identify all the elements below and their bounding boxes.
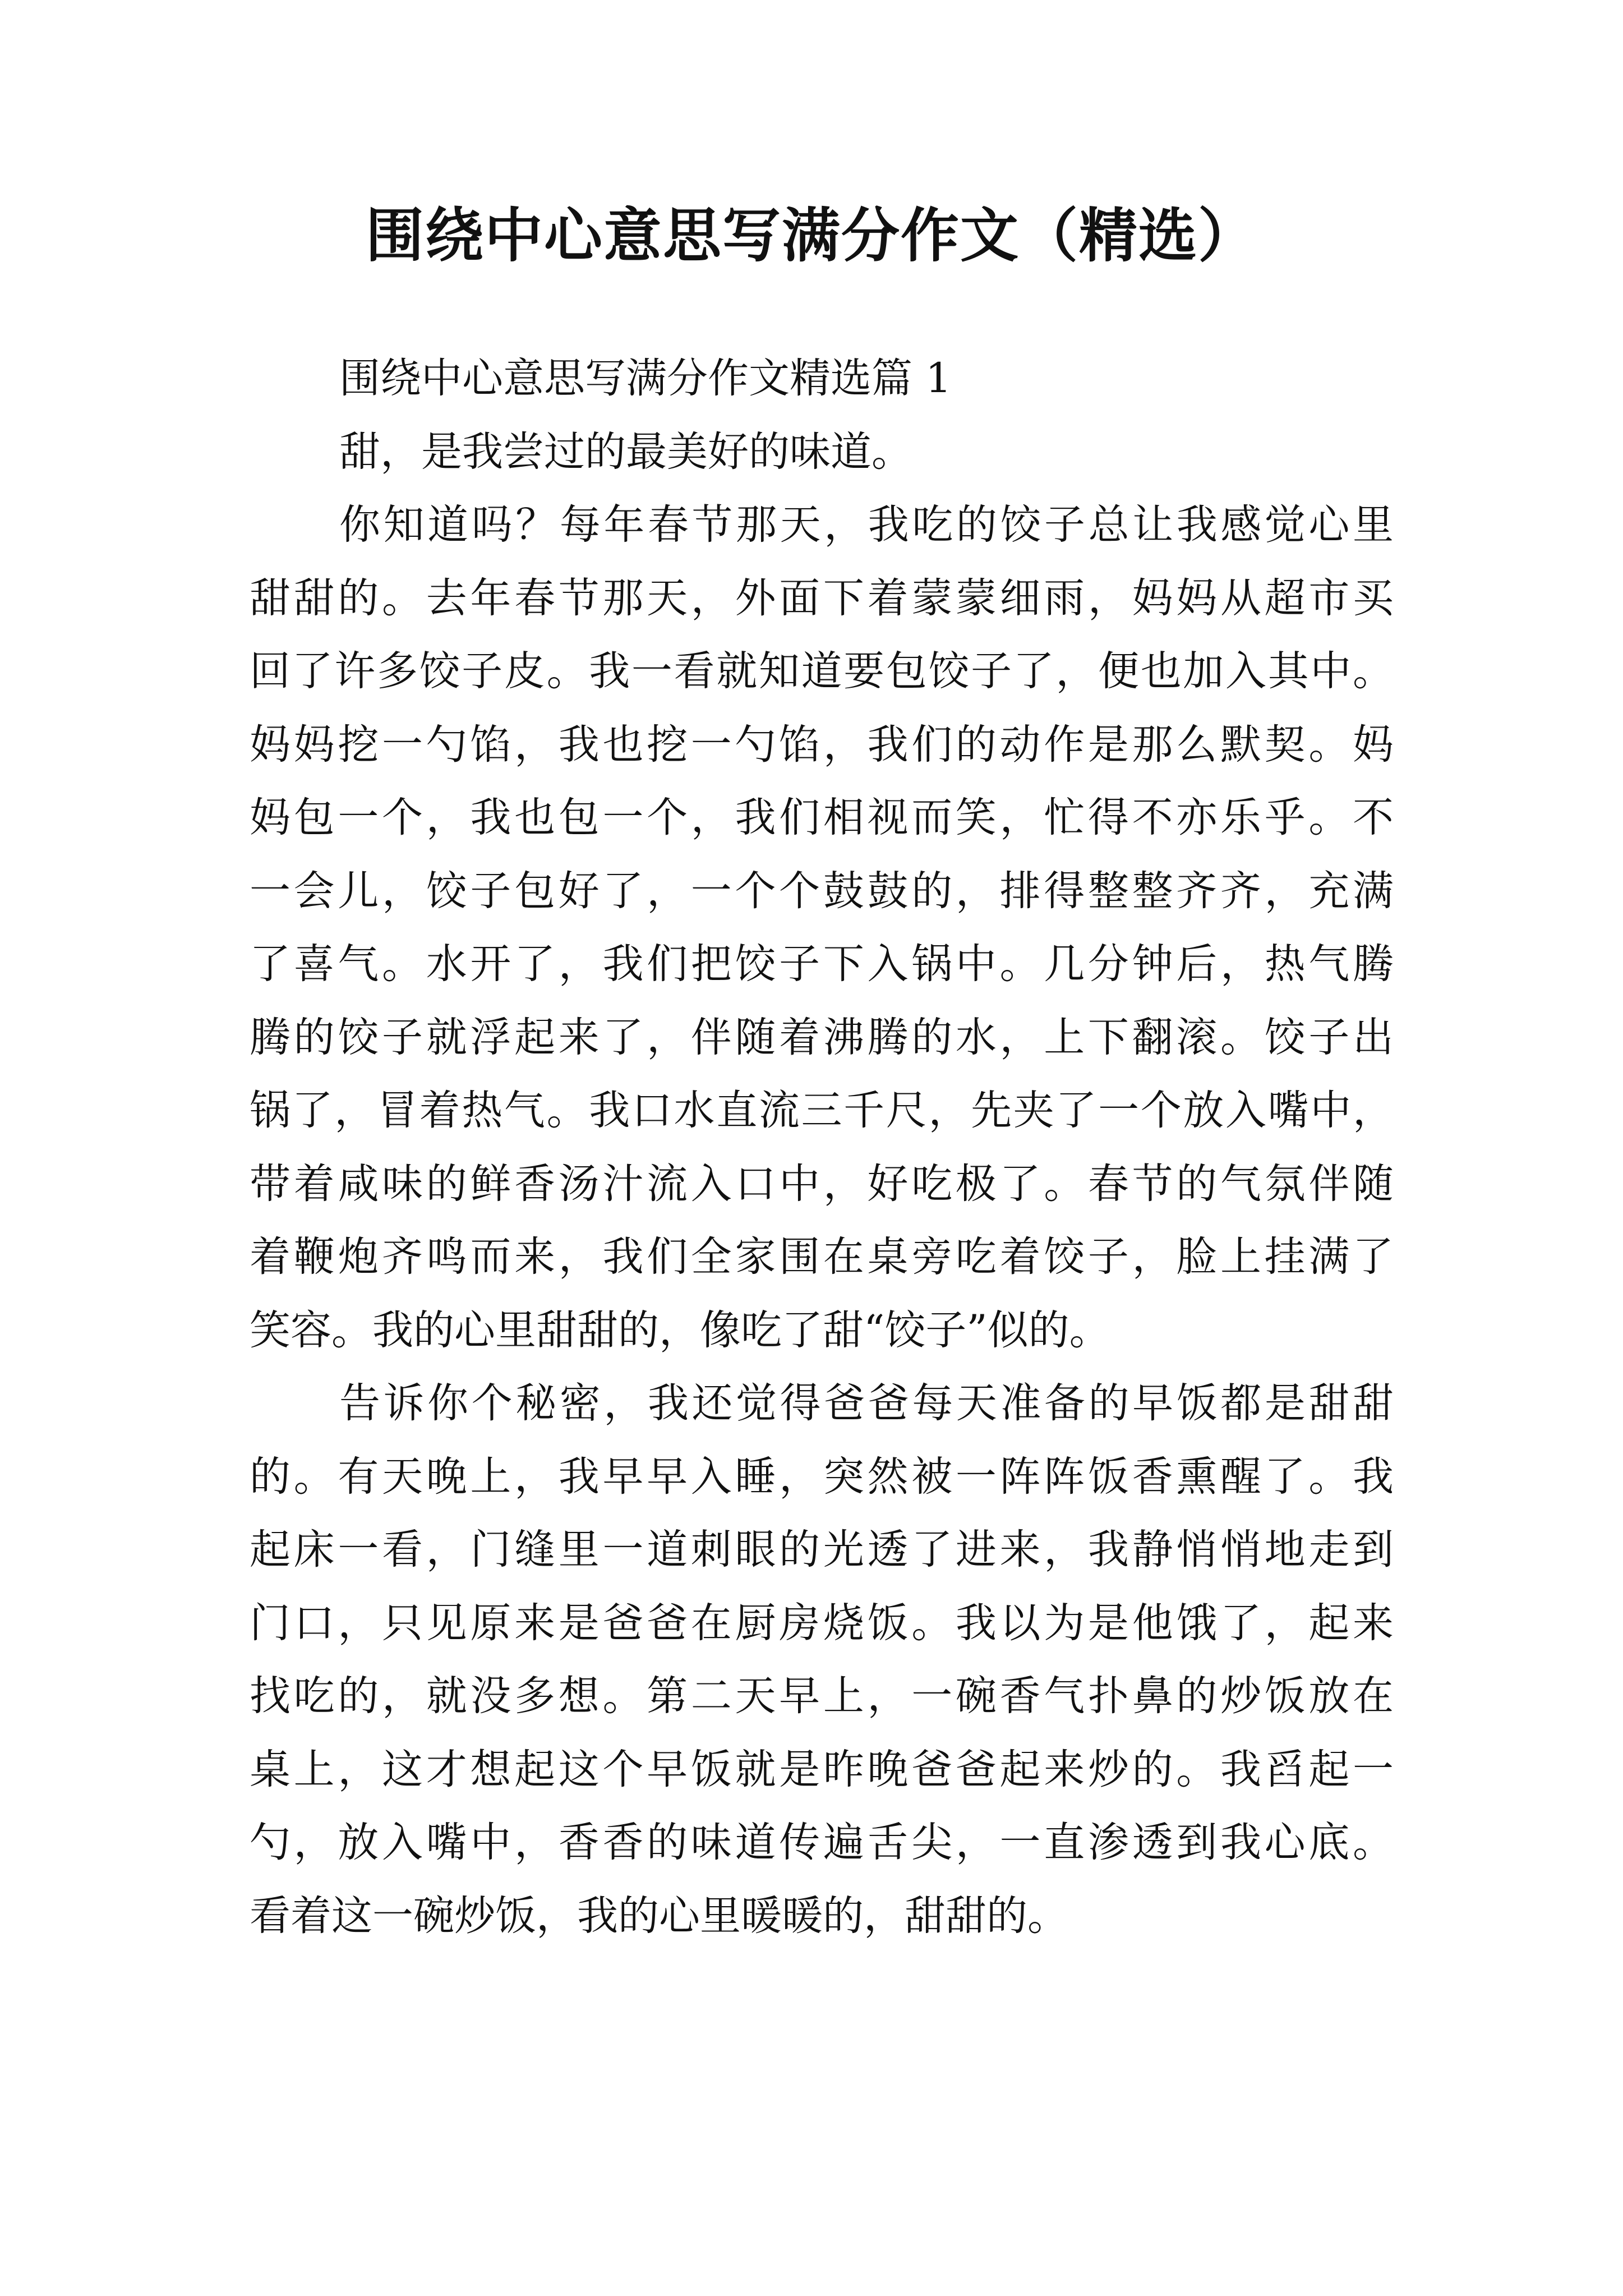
paragraph-line: 门口，只见原来是爸爸在厨房烧饭。我以为是他饿了，起来 — [250, 1599, 1394, 1647]
paragraph-line: 起床一看，门缝里一道刺眼的光透了进来，我静悄悄地走到 — [250, 1526, 1394, 1573]
paragraph-line: 你知道吗？每年春节那天，我吃的饺子总让我感觉心里 — [339, 501, 1394, 549]
paragraph-3 — [250, 1367, 1394, 1953]
paragraph-line: 妈妈挖一勺馅，我也挖一勺馅，我们的动作是那么默契。妈 — [250, 720, 1394, 769]
paragraph-line: 告诉你个秘密，我还觉得爸爸每天准备的早饭都是甜甜 — [339, 1379, 1394, 1427]
paragraph-line: 带着咸味的鲜香汤汁流入口中，好吃极了。春节的气氛伴随 — [250, 1159, 1394, 1208]
paragraph-line: 找吃的，就没多想。第二天早上，一碗香气扑鼻的炒饭放在 — [250, 1672, 1394, 1720]
document-title: 围绕中心意思写满分作文（精选） — [365, 201, 1257, 270]
paragraph-line: 一会儿，饺子包好了，一个个鼓鼓的，排得整整齐齐，充满 — [250, 867, 1394, 915]
paragraph-line: 的。有天晚上，我早早入睡，突然被一阵阵饭香熏醒了。我 — [250, 1452, 1394, 1501]
paragraph-line: 桌上，这才想起这个早饭就是昨晚爸爸起来炒的。我舀起一 — [250, 1745, 1394, 1793]
document-body — [250, 342, 1394, 1953]
paragraph-line: 了喜气。水开了，我们把饺子下入锅中。几分钟后，热气腾 — [250, 940, 1394, 988]
paragraph-line: 着鞭炮齐鸣而来，我们全家围在桌旁吃着饺子，脸上挂满了 — [250, 1233, 1394, 1281]
paragraph-line: 勺，放入嘴中，香香的味道传遍舌尖，一直渗透到我心底。 — [250, 1819, 1394, 1866]
paragraph-line: 笑容。我的心里甜甜的，像吃了甜“饺子”似的。 — [250, 1306, 1110, 1354]
paragraph-line: 看着这一碗炒饭，我的心里暖暖的，甜甜的。 — [250, 1892, 1068, 1940]
paragraph-line: 甜甜的。去年春节那天，外面下着蒙蒙细雨，妈妈从超市买 — [250, 574, 1394, 622]
section-heading: 围绕中心意思写满分作文精选篇 1 — [339, 355, 952, 402]
paragraph-1: 甜，是我尝过的最美好的味道。 — [339, 427, 912, 476]
paragraph-line: 腾的饺子就浮起来了，伴随着沸腾的水，上下翻滚。饺子出 — [250, 1013, 1394, 1061]
paragraph-2 — [250, 489, 1394, 1367]
paragraph-line: 回了许多饺子皮。我一看就知道要包饺子了，便也加入其中。 — [250, 647, 1394, 695]
paragraph-line: 妈包一个，我也包一个，我们相视而笑，忙得不亦乐乎。不 — [250, 794, 1394, 841]
paragraph-line: 锅了，冒着热气。我口水直流三千尺，先夹了一个放入嘴中， — [250, 1087, 1394, 1134]
